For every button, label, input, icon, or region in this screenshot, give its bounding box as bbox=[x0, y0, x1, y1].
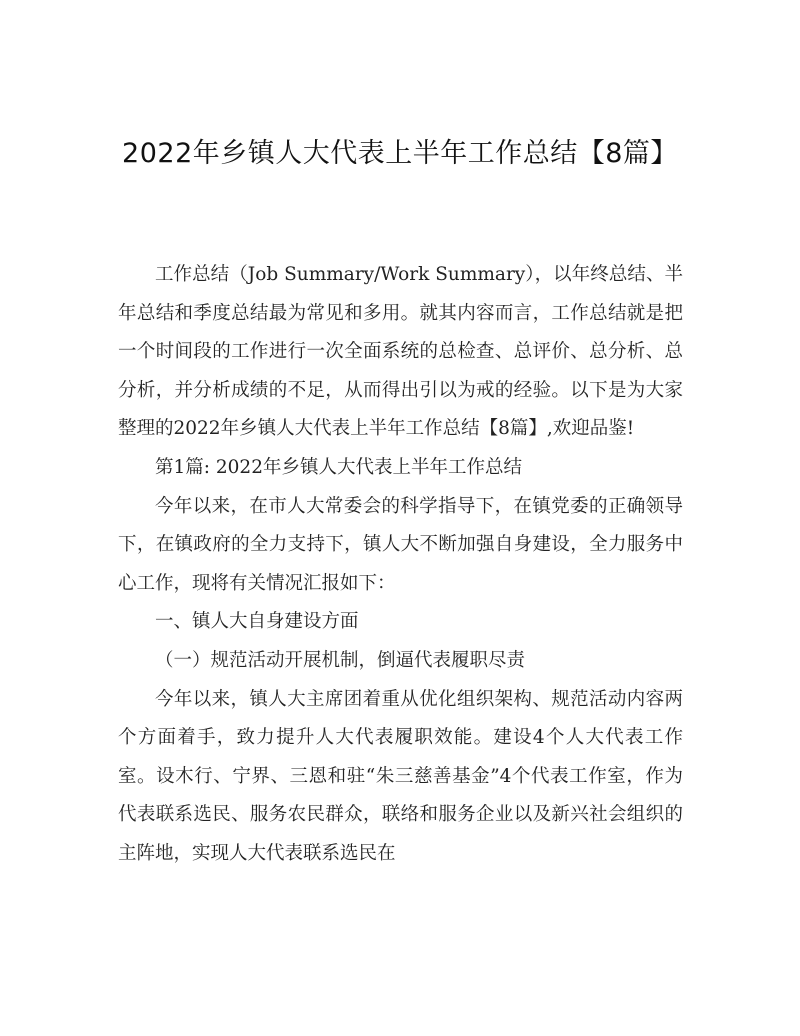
chapter-heading: 第1篇: 2022年乡镇人大代表上半年工作总结 bbox=[155, 456, 522, 478]
body-paragraph: 今年以来，镇人大主席团着重从优化组织架构、规范活动内容两个方面着手，致力提升人大代表履职效能。建设4个人大代表工作室。设木行、宁界、三恩和驻“朱三慈善基金”4个代表工作室，作为代表联系选民、服务农民群众，联络和服务企业以及新兴社会组织的主阵地，实现人大代表联系选民在 bbox=[118, 688, 683, 864]
section-heading: 一、镇人大自身建设方面 bbox=[155, 611, 359, 633]
document-title: 2022年乡镇人大代表上半年工作总结【8篇】 bbox=[122, 138, 678, 169]
document-body bbox=[118, 256, 683, 874]
intro-paragraph: 工作总结（Job Summary/Work Summary），以年终总结、半年总结和季度总结最为常见和多用。就其内容而言，工作总结就是把一个时间段的工作进行一次全面系统的总检查、总评价、总分析、总分析，并分析成绩的不足，从而得出引以为戒的经验。以下是为大家整理的2022年乡镇人大代表上半年工作总结【8篇】,欢迎品鉴! bbox=[118, 264, 683, 440]
opening-paragraph: 今年以来，在市人大常委会的科学指导下，在镇党委的正确领导下，在镇政府的全力支持下，镇人大不断加强自身建设，全力服务中心工作，现将有关情况汇报如下： bbox=[118, 495, 683, 594]
subsection-heading: （一）规范活动开展机制，倒逼代表履职尽责 bbox=[155, 649, 526, 671]
